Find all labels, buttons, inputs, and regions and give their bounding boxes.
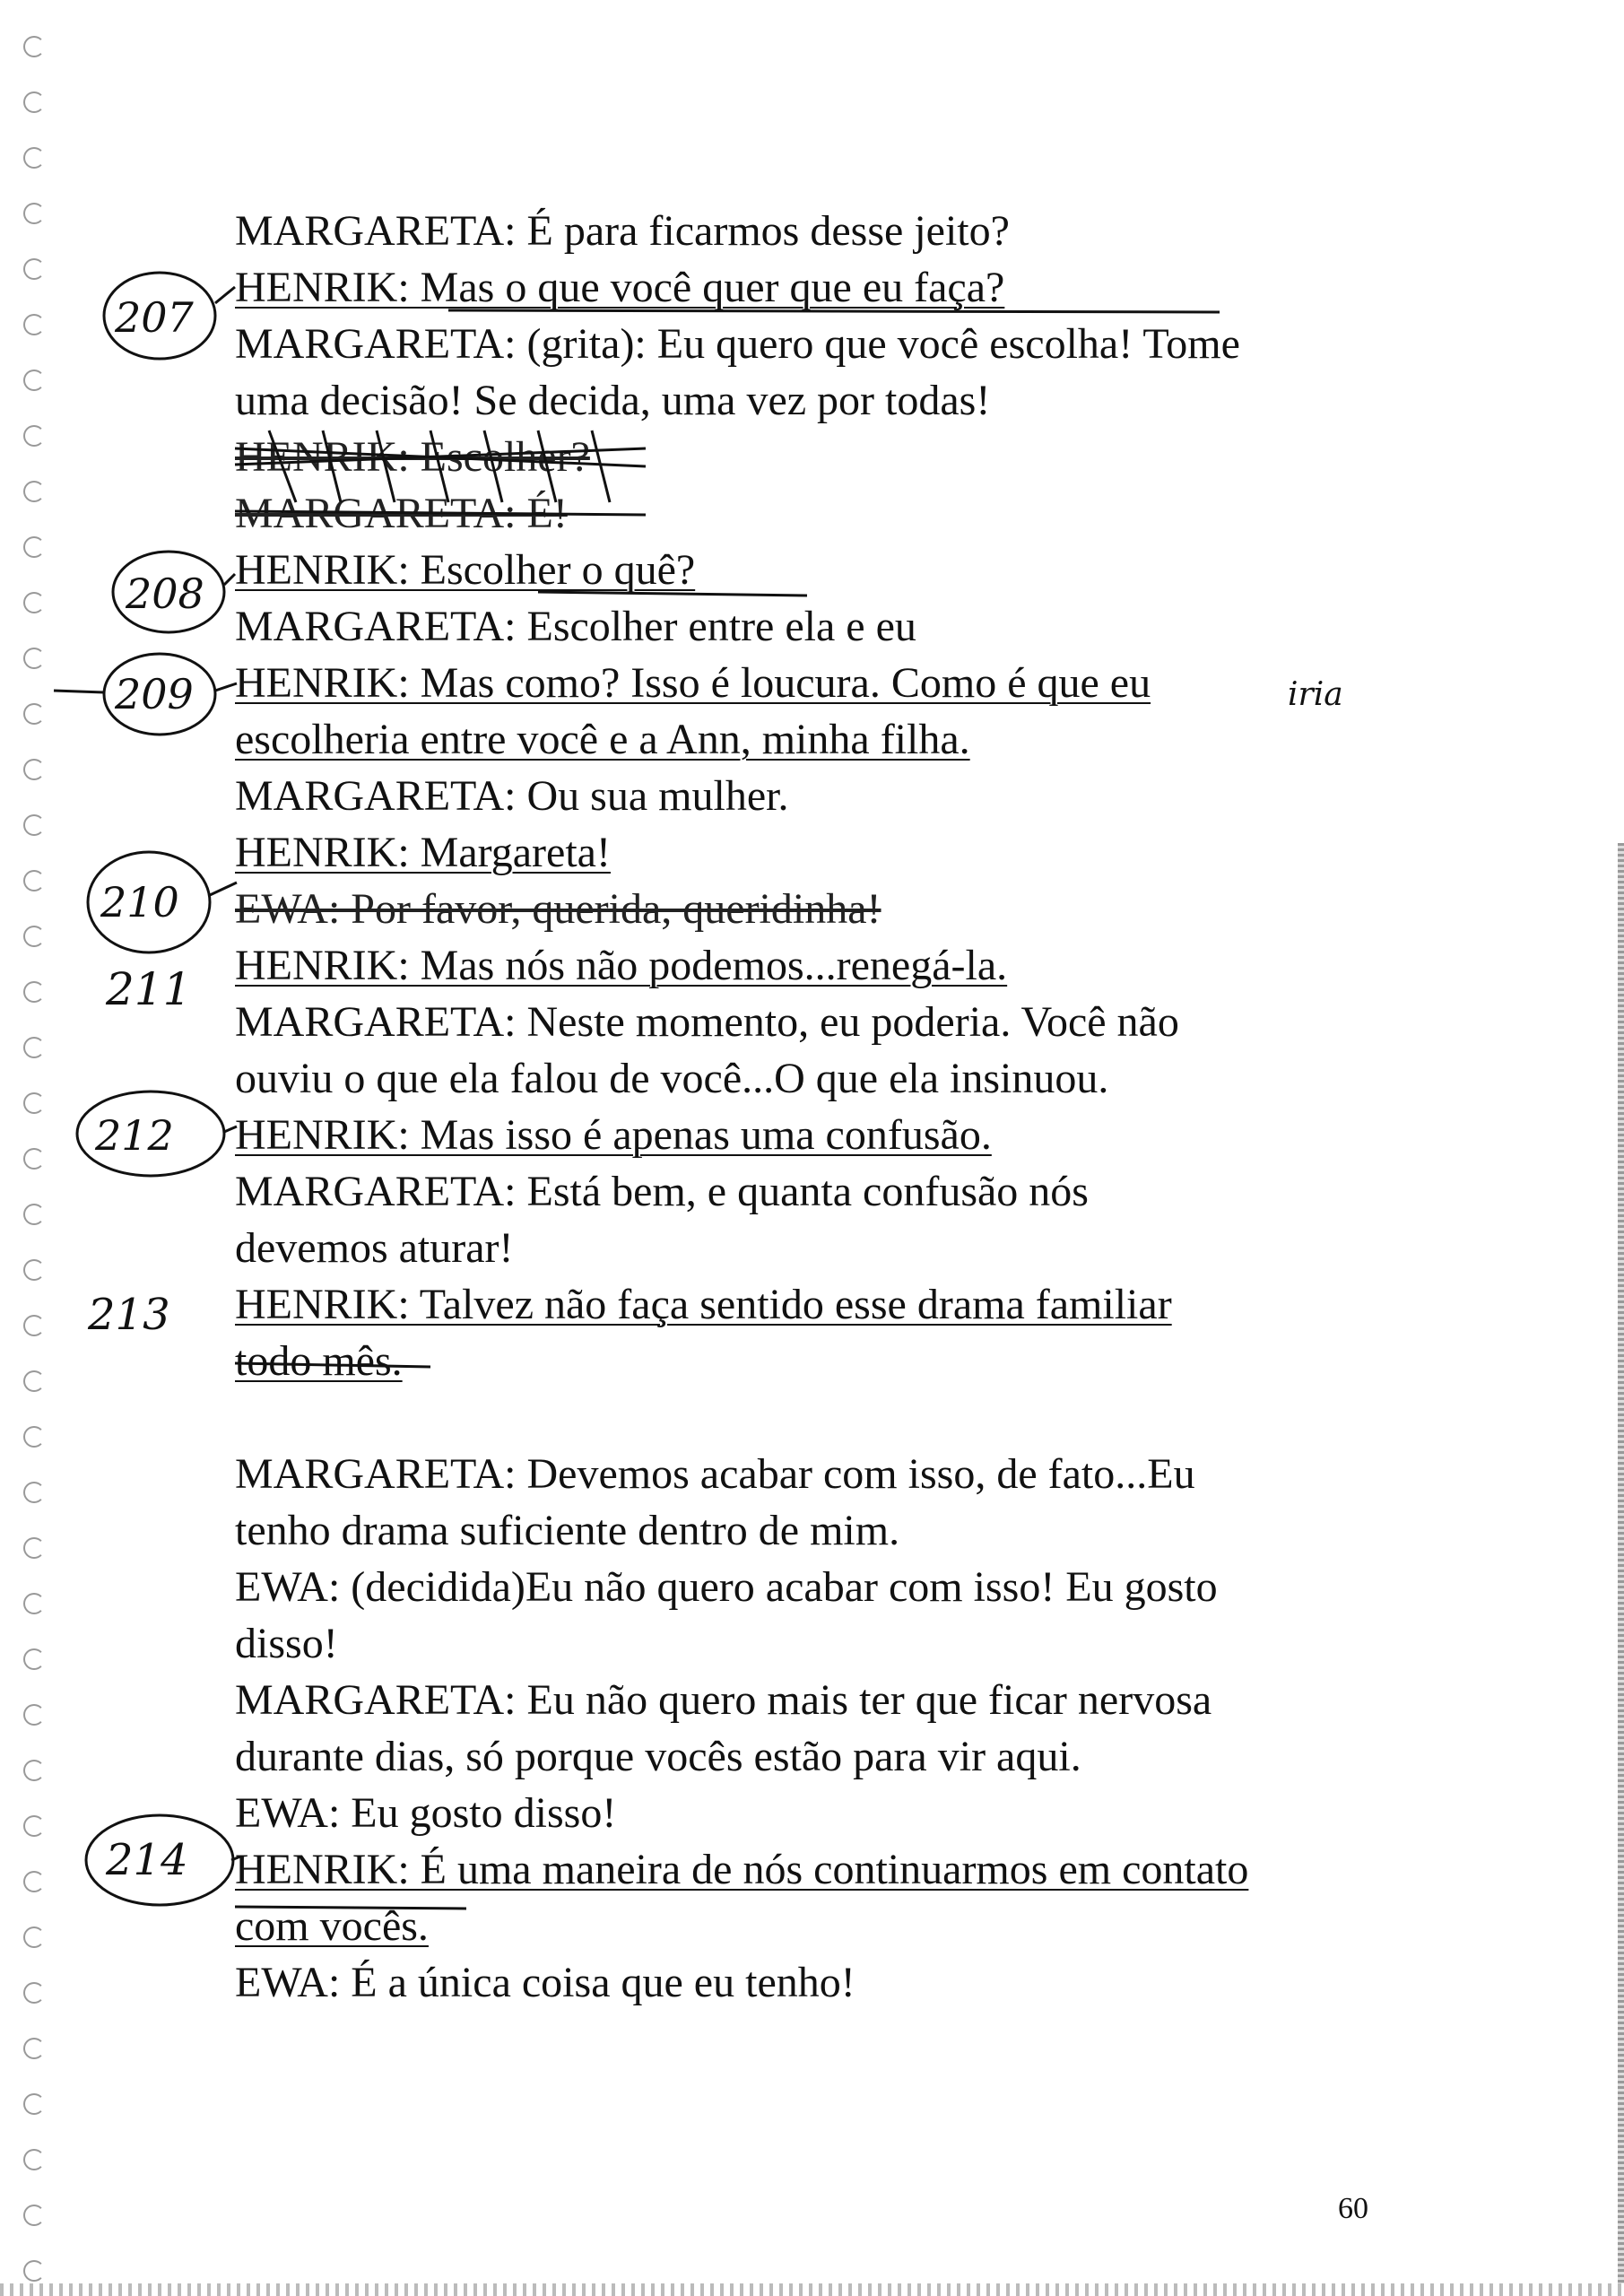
dialogue-line [235,1841,1490,1898]
dialogue-line: MARGARETA: Devemos acabar com isso, de fato...Eu [235,1450,1195,1498]
dialogue-text: HENRIK: Mas nós não podemos...renegá-la. [235,942,1008,989]
dialogue-line [235,655,1490,711]
dialogue-text: HENRIK: Margareta! [235,829,611,876]
dialogue-text: HENRIK: Mas como? Isso é loucura. Como é que eu [235,659,1151,707]
page-number: 60 [1338,2192,1368,2225]
dialogue-line: ouviu o que ela falou de você...O que ela insinuou. [235,1055,1109,1102]
annotation-number: 214 [106,1835,188,1885]
dialogue-line [235,542,1490,598]
dialogue-line: MARGARETA: É para ficarmos desse jeito? [235,207,1010,255]
dialogue-text: com vocês. [235,1902,429,1950]
annotation-circle [104,273,215,359]
struck-dialogue-line [235,429,1490,485]
scanned-page-edge [1618,843,1624,2296]
annotation-margin-note: iria [1288,676,1343,713]
annotation-circle [86,1815,233,1905]
struck-text: HENRIK: Escolher? [235,433,590,481]
dialogue-line: uma decisão! Se decida, uma vez por todas! [235,377,991,424]
dialogue-line: MARGARETA: Está bem, e quanta confusão nós [235,1168,1089,1215]
dialogue-text: todo mês. [235,1337,403,1385]
dialogue-line: MARGARETA: Ou sua mulher. [235,772,789,820]
dialogue-line [235,1107,1490,1163]
dialogue-line: durante dias, só porque vocês estão para vir aqui. [235,1733,1081,1780]
struck-dialogue-line [235,485,1490,542]
struck-text: MARGARETA: É! [235,490,568,537]
dialogue-line: disso! [235,1620,338,1667]
annotation-circle [88,852,210,952]
script-text [235,203,1490,2011]
binder-holes [23,36,50,2296]
dialogue-line: EWA: Eu gosto disso! [235,1789,617,1837]
dialogue-line [235,1898,1490,1954]
dialogue-line: MARGARETA: (grita): Eu quero que você escolha! Tome [235,320,1240,368]
dialogue-text: HENRIK: Talvez não faça sentido esse drama familiar [235,1281,1172,1328]
blank-line [235,1389,1490,1446]
dialogue-line [235,1333,1490,1389]
dialogue-line [235,1276,1490,1333]
dialogue-line: MARGARETA: Eu não quero mais ter que ficar nervosa [235,1676,1212,1724]
dialogue-text: HENRIK: Escolher o quê? [235,546,696,594]
annotation-number: 210 [100,878,179,926]
annotation-circle [104,654,215,735]
dialogue-line: tenho drama suficiente dentro de mim. [235,1507,900,1554]
annotation-circle [77,1091,224,1176]
dialogue-line [235,711,1490,768]
scanned-bottom-edge [0,2283,1624,2296]
annotation-number: 212 [95,1111,174,1160]
annotation-number: 213 [88,1290,170,1340]
dialogue-line [235,824,1490,881]
dialogue-line: MARGARETA: Neste momento, eu poderia. Você não [235,998,1179,1046]
annotation-number: 207 [115,293,194,342]
annotation-number: 208 [126,570,204,618]
dialogue-line [235,937,1490,994]
dialogue-text: escolheria entre você e a Ann, minha filha. [235,716,970,763]
struck-text: EWA: Por favor, querida, queridinha! [235,885,881,933]
dialogue-text: HENRIK: É uma maneira de nós continuarmos em contato [235,1846,1249,1893]
dialogue-text: HENRIK: Mas isso é apenas uma confusão. [235,1111,992,1159]
annotation-circle [113,552,224,632]
dialogue-line [235,259,1490,316]
annotation-number: 211 [106,963,192,1015]
struck-dialogue-line [235,881,1490,937]
dialogue-text: HENRIK: Mas o que você quer que eu faça? [235,264,1005,311]
dialogue-line: devemos aturar! [235,1224,514,1272]
dialogue-line: MARGARETA: Escolher entre ela e eu [235,603,916,650]
annotation-number: 209 [115,670,194,718]
dialogue-line: EWA: (decidida)Eu não quero acabar com isso! Eu gosto [235,1563,1218,1611]
dialogue-line: EWA: É a única coisa que eu tenho! [235,1959,855,2006]
